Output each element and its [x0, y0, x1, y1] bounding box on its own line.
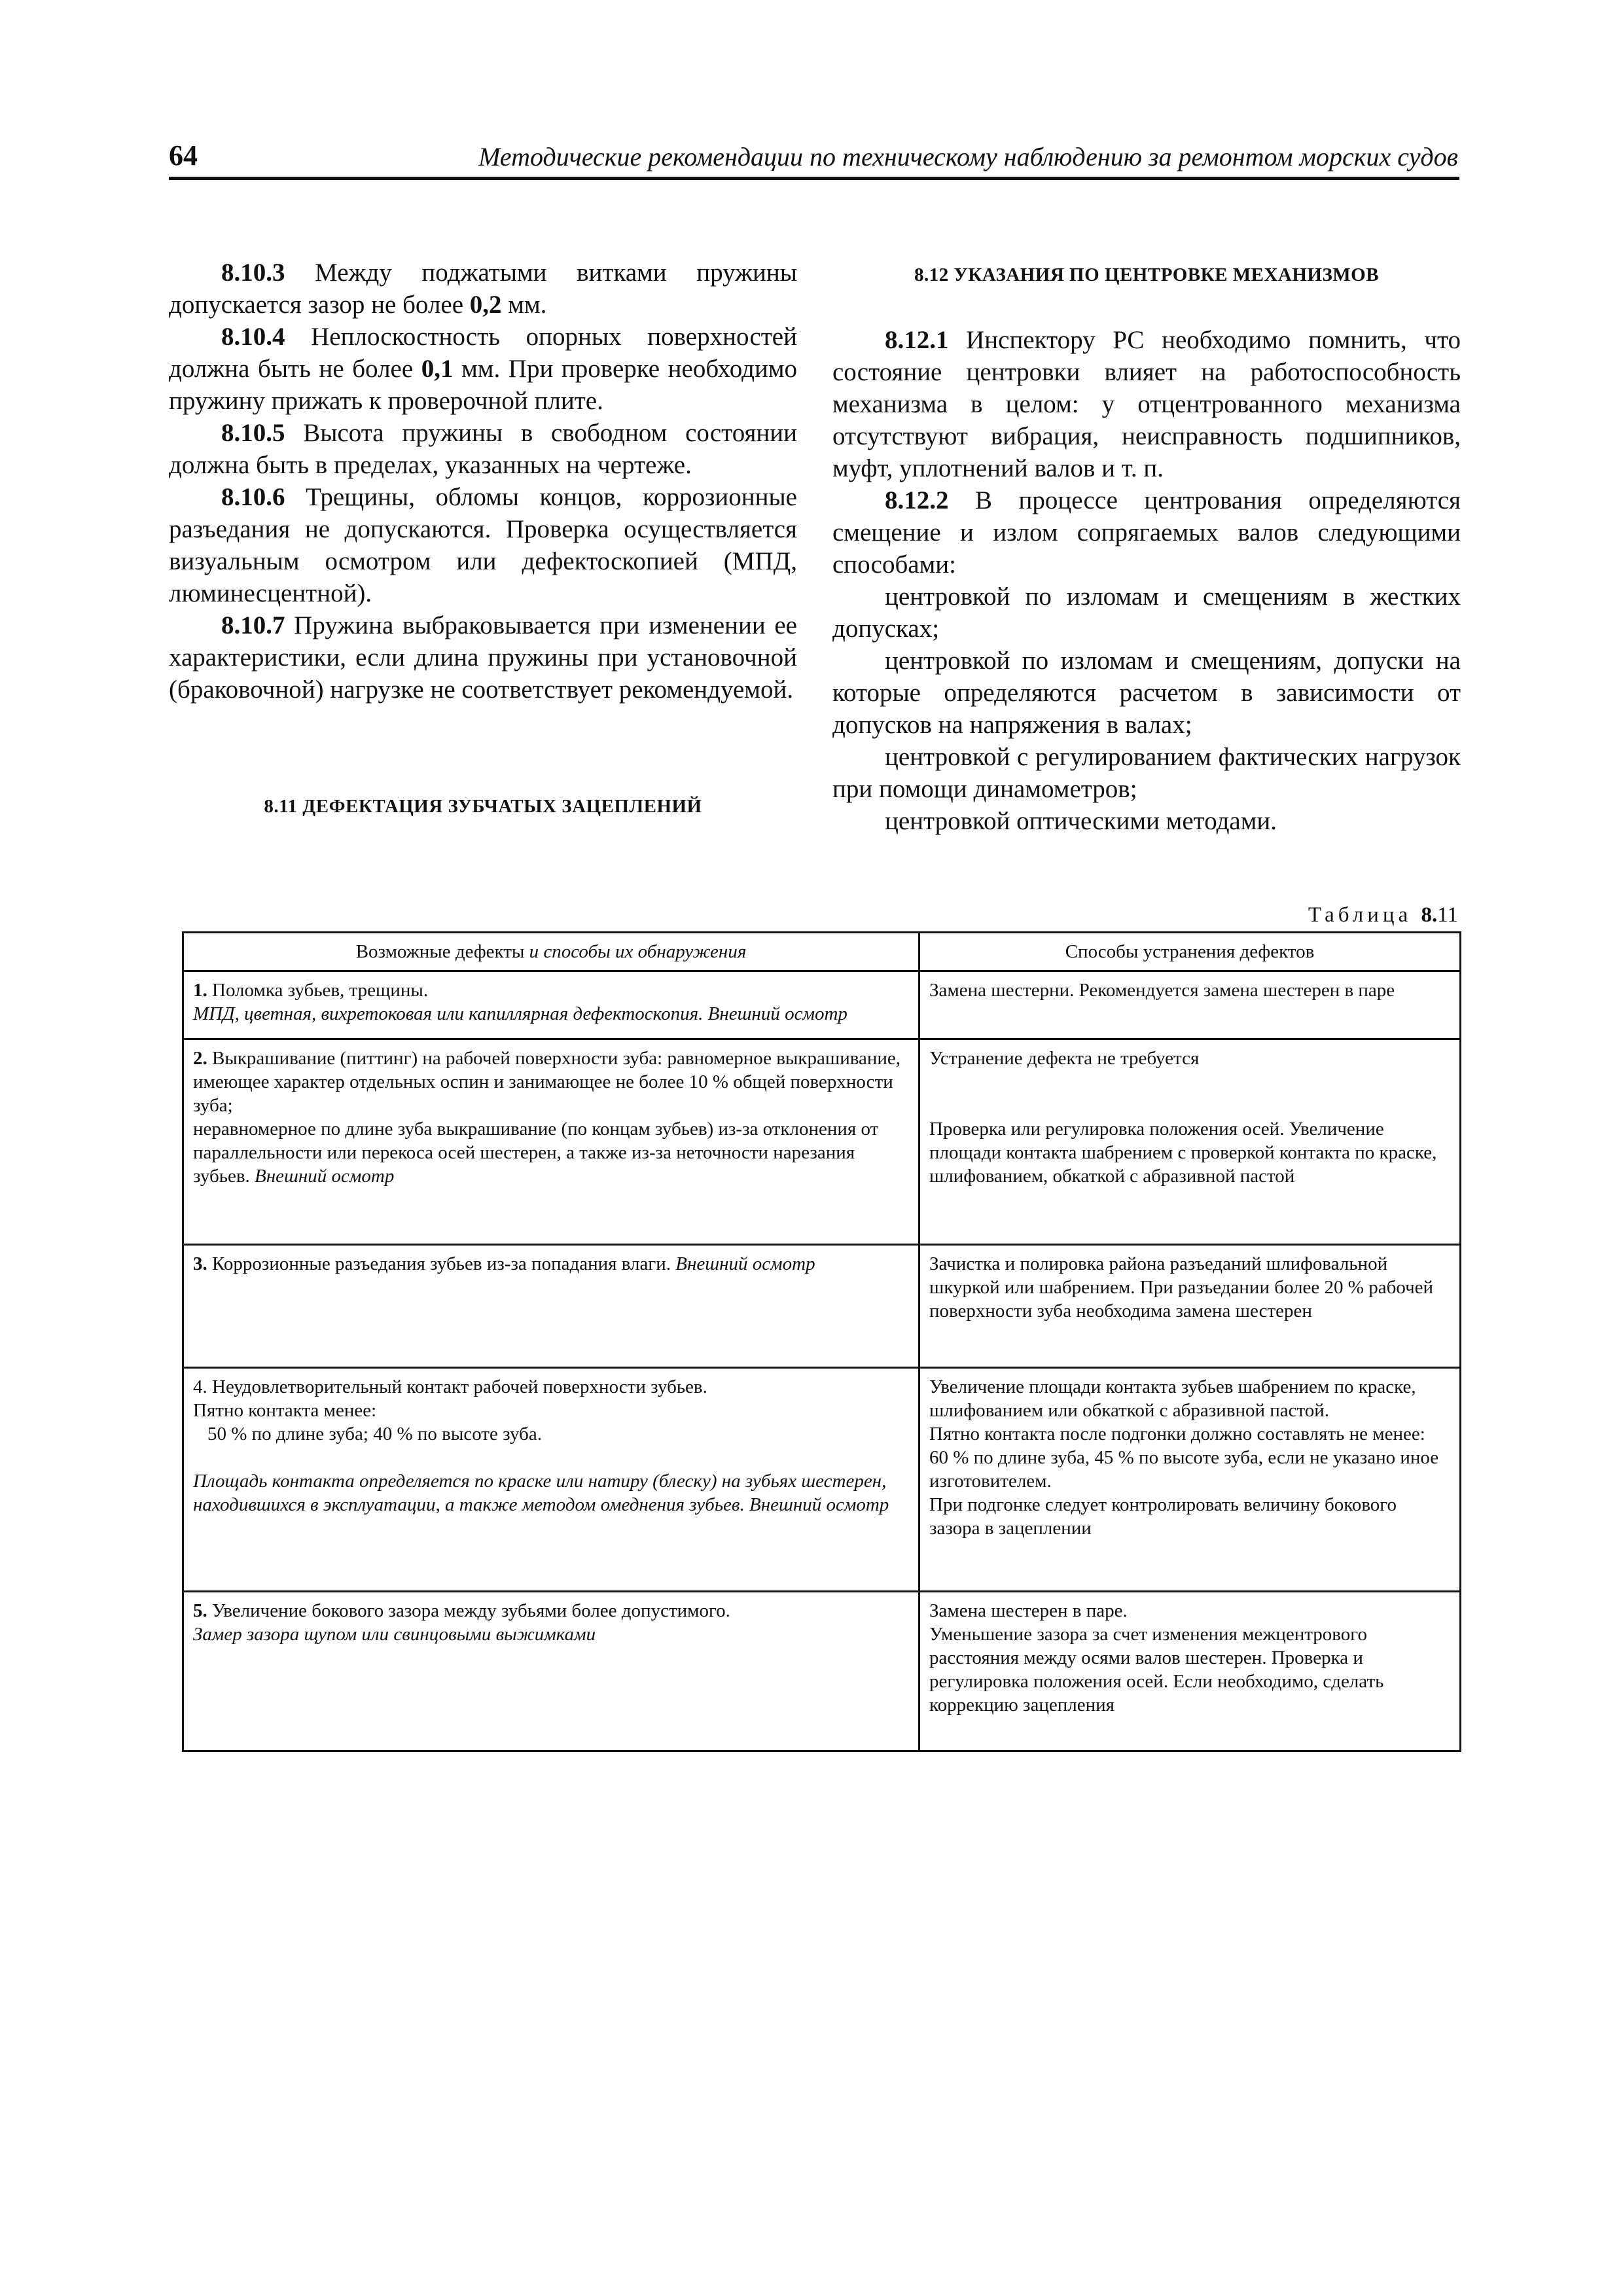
defect-cell — [183, 1368, 919, 1592]
defect-text-continued: неравномерное по длине зуба выкрашивание (по концам зубьев) из-за отклонения от параллельности или перекоса осей шестерен, а также из-за неточности нарезания зубьев. — [193, 1119, 879, 1187]
paragraph-8-12-2 — [832, 484, 1461, 581]
remedy-cell — [919, 1039, 1461, 1245]
remedy-cell — [919, 1368, 1461, 1592]
defects-table — [182, 931, 1461, 1752]
defect-text: Выкрашивание (питтинг) на рабочей поверхности зуба: равномерное выкрашивание, имеющее характер отдельных оспин и занимающее не более 10 % общей поверхности зуба; — [193, 1048, 901, 1116]
detection-method: Площадь контакта определяется по краске или натиру (блеску) на зубьях шестерен, находившихся в эксплуатации, а также методом омеднения зубьев. Внешний осмотр — [193, 1471, 889, 1515]
clause-text: Трещины, обломы концов, коррозионные разъедания не допускаются. Проверка осуществляется визуальным осмотром или дефектоскопией (МПД, люминесцентной). — [169, 483, 797, 607]
table-row — [183, 971, 1461, 1039]
remedy-cell — [919, 1592, 1461, 1751]
list-item: центровкой оптическими методами. — [885, 807, 1277, 835]
paragraph-8-10-4 — [169, 321, 797, 417]
table-row — [183, 1245, 1461, 1368]
paragraph-8-10-3 — [169, 257, 797, 321]
table-header-defects — [183, 933, 919, 971]
running-header-title: Методические рекомендации по техническому наблюдению за ремонтом морских судов — [478, 142, 1458, 171]
remedy-text: Замена шестерен в паре. — [929, 1600, 1128, 1621]
table-row — [183, 1368, 1461, 1592]
table-caption-number: 8. — [1421, 903, 1438, 927]
section-heading-8-11: 8.11 ДЕФЕКТАЦИЯ ЗУБЧАТЫХ ЗАЦЕПЛЕНИЙ — [264, 796, 702, 817]
defect-text: Поломка зубьев, трещины. — [207, 980, 429, 1001]
row-number: 1. — [193, 980, 207, 1001]
remedy-text-continued: Уменьшение зазора за счет изменения межцентрового расстояния между осями валов шестерен. Проверка и регулировка положения осей. Если необходимо, сделать коррекцию зацепления — [929, 1624, 1384, 1715]
list-item: центровкой с регулированием фактических нагрузок при помощи динамометров; — [832, 743, 1461, 803]
header-rule — [169, 177, 1459, 180]
defect-cell — [183, 1245, 919, 1368]
list-item: центровкой по изломам и смещениям, допуски на которые определяются расчетом в зависимости от допусков на напряжения в валах; — [832, 647, 1461, 739]
header-text: Возможные дефекты — [355, 941, 529, 962]
clause-number: 8.12.2 — [885, 486, 949, 514]
clause-text-tail: мм. — [501, 291, 547, 319]
remedy-cell — [919, 1245, 1461, 1368]
clause-number: 8.10.7 — [221, 611, 285, 639]
defect-cell — [183, 1592, 919, 1751]
remedy-text-continued: 60 % по длине зуба, 45 % по высоте зуба, если не указано иное изготовителем. — [929, 1447, 1439, 1492]
table-caption — [1308, 903, 1458, 927]
clause-value: 0,1 — [421, 355, 454, 383]
clause-number: 8.10.3 — [221, 259, 285, 287]
clause-text: Пружина выбраковывается при изменении ее характеристики, если длина пружины при установочной (браковочной) нагрузке не соответствует рекомендуемой. — [169, 611, 797, 704]
row-number: 4. — [193, 1376, 207, 1397]
remedy-text: Замена шестерни. Рекомендуется замена шестерен в паре — [929, 980, 1395, 1001]
spacer — [929, 1070, 1450, 1094]
clause-text-tail: мм. При проверке необходимо пружину прижать к проверочной плите. — [169, 355, 798, 415]
paragraph-8-10-5 — [169, 417, 797, 481]
header-text-italic: и способы их обнаружения — [529, 941, 747, 962]
remedy-text: Увеличение площади контакта зубьев шабрением по краске, шлифованием или обкаткой с абразивной пастой. — [929, 1376, 1416, 1421]
table-caption-number-tail: 11 — [1437, 903, 1458, 927]
remedy-text-continued: При подгонке следует контролировать величину бокового зазора в зацеплении — [929, 1494, 1397, 1539]
paragraph-8-10-7 — [169, 609, 797, 706]
table-header-remedies: Способы устранения дефектов — [919, 933, 1461, 971]
clause-text: В процессе центрования определяются смещение и излом сопрягаемых валов следующими способами: — [832, 486, 1461, 579]
spacer — [929, 1094, 1450, 1117]
right-column — [832, 257, 1461, 837]
clause-value: 0,2 — [469, 291, 502, 319]
table-row — [183, 1039, 1461, 1245]
table-header-row — [183, 933, 1461, 971]
clause-number: 8.12.1 — [885, 326, 949, 354]
row-number: 2. — [193, 1048, 207, 1069]
left-column — [169, 257, 797, 823]
remedy-text-continued: Пятно контакта после подгонки должно составлять не менее: — [929, 1424, 1425, 1444]
clause-number: 8.10.6 — [221, 483, 285, 511]
table-row — [183, 1592, 1461, 1751]
clause-text: Инспектору РС необходимо помнить, что состояние центровки влияет на работоспособность механизма в целом: у отцентрованного механизма отсутствуют вибрация, неисправность подшипников, муфт, уплотнений валов и т. п. — [832, 326, 1461, 482]
spacer — [193, 1446, 909, 1469]
paragraph-8-12-1 — [832, 324, 1461, 484]
defect-text: Увеличение бокового зазора между зубьями более допустимого. — [207, 1600, 730, 1621]
clause-number: 8.10.5 — [221, 419, 285, 447]
table-caption-word: Таблица — [1308, 903, 1421, 927]
remedy-cell — [919, 971, 1461, 1039]
row-number: 5. — [193, 1600, 207, 1621]
defect-text-line: 50 % по длине зуба; 40 % по высоте зуба. — [207, 1424, 542, 1444]
detection-method: Замер зазора щупом или свинцовыми выжимками — [193, 1624, 596, 1645]
defect-cell — [183, 1039, 919, 1245]
clause-number: 8.10.4 — [221, 323, 285, 351]
detection-method: МПД, цветная, вихретоковая или капиллярная дефектоскопия. Внешний осмотр — [193, 1003, 847, 1024]
section-heading-8-12: 8.12 УКАЗАНИЯ ПО ЦЕНТРОВКЕ МЕХАНИЗМОВ — [914, 264, 1380, 285]
page-number: 64 — [169, 139, 198, 171]
paragraph-8-10-6 — [169, 481, 797, 609]
remedy-text: Устранение дефекта не требуется — [929, 1048, 1200, 1069]
clause-text: Между поджатыми витками пружины допускается зазор не более — [169, 259, 797, 319]
clause-text: Неплоскостность опорных поверхностей должна быть не более — [169, 323, 797, 383]
clause-text: Высота пружины в свободном состоянии должна быть в пределах, указанных на чертеже. — [169, 419, 797, 479]
defect-text-line: Пятно контакта менее: — [193, 1400, 377, 1421]
defect-cell — [183, 971, 919, 1039]
remedy-text-continued: Проверка или регулировка положения осей. Увеличение площади контакта шабрением с проверкой контакта по краске, шлифованием, обкаткой с абразивной пастой — [929, 1119, 1437, 1187]
defect-text: Неудовлетворительный контакт рабочей поверхности зубьев. — [207, 1376, 707, 1397]
remedy-text: Зачистка и полировка района разъеданий шлифовальной шкуркой или шабрением. При разъедании более 20 % рабочей поверхности зуба необходима замена шестерен — [929, 1253, 1434, 1321]
defect-text: Коррозионные разъедания зубьев из-за попадания влаги. — [207, 1253, 676, 1274]
detection-method: Внешний осмотр — [675, 1253, 815, 1274]
detection-method: Внешний осмотр — [255, 1166, 395, 1187]
row-number: 3. — [193, 1253, 207, 1274]
list-item: центровкой по изломам и смещениям в жестких допусках; — [832, 583, 1461, 643]
